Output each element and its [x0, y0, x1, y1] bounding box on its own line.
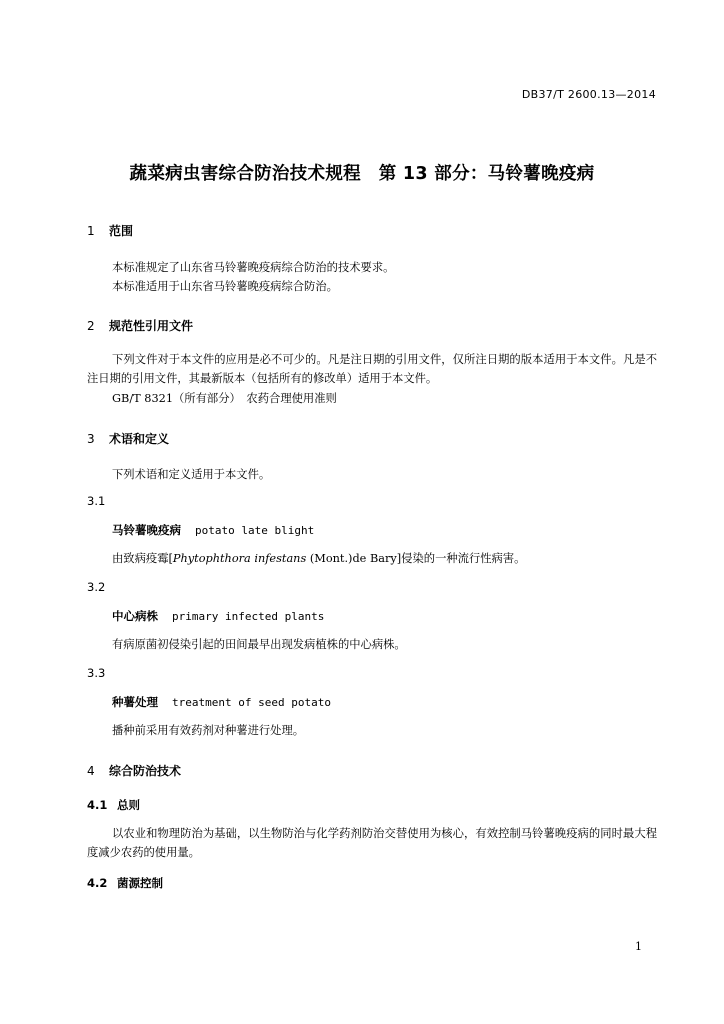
- term-english: potato late blight: [195, 524, 315, 537]
- page-number: 1: [635, 940, 642, 953]
- term-3-3-definition: 播种前采用有效药剂对种薯进行处理。: [112, 724, 305, 737]
- term-chinese: 中心病株: [112, 609, 158, 623]
- term-3-3-number: 3.3: [87, 666, 106, 680]
- term-3-2: [112, 608, 324, 624]
- section-title: 范围: [109, 224, 134, 238]
- section-title: 术语和定义: [109, 432, 170, 446]
- subsection-4-1-paragraph: 以农业和物理防治为基础，以生物防治与化学药剂防治交替使用为核心，有效控制马铃薯晚疫病的同时最大程度减少农药的使用量。: [87, 827, 657, 859]
- section-3-heading: [87, 430, 169, 447]
- term-3-1-definition: [112, 550, 525, 566]
- section-3-intro: 下列术语和定义适用于本文件。: [112, 468, 271, 481]
- subsection-number: 4.1: [87, 798, 108, 812]
- term-chinese: 种薯处理: [112, 695, 158, 709]
- term-3-1: [112, 522, 314, 538]
- section-4-heading: [87, 762, 181, 779]
- subsection-number: 4.2: [87, 876, 108, 890]
- section-2-heading: [87, 317, 193, 334]
- definition-text: 由致病疫霉[: [112, 552, 173, 565]
- section-number: 2: [87, 319, 95, 333]
- term-chinese: 马铃薯晚疫病: [112, 523, 181, 537]
- term-3-2-definition: 有病原菌初侵染引起的田间最早出现发病植株的中心病株。: [112, 638, 406, 651]
- subsection-4-2-heading: [87, 875, 163, 891]
- term-english: primary infected plants: [172, 610, 325, 623]
- section-title: 规范性引用文件: [109, 319, 194, 333]
- normative-reference: GB/T 8321（所有部分） 农药合理使用准则: [112, 392, 337, 405]
- subsection-title: 菌源控制: [117, 876, 163, 890]
- section-number: 3: [87, 432, 95, 446]
- term-english: treatment of seed potato: [172, 696, 331, 709]
- subsection-title: 总则: [117, 798, 140, 812]
- section-2-paragraph: 下列文件对于本文件的应用是必不可少的。凡是注日期的引用文件，仅所注日期的版本适用于本文件。凡是不注日期的引用文件，其最新版本（包括所有的修改单）适用于本文件。: [87, 353, 657, 385]
- document-title: 蔬菜病虫害综合防治技术规程 第 13 部分：马铃薯晚疫病: [129, 164, 595, 184]
- term-3-1-number: 3.1: [87, 494, 106, 508]
- section-number: 1: [87, 224, 95, 238]
- section-title: 综合防治技术: [109, 764, 182, 778]
- term-3-2-number: 3.2: [87, 580, 106, 594]
- scientific-name: Phytophthora infestans: [172, 552, 307, 565]
- standard-code: DB37/T 2600.13—2014: [521, 88, 656, 101]
- section-1-line-1: 本标准规定了山东省马铃薯晚疫病综合防治的技术要求。: [112, 261, 395, 274]
- subsection-4-1-heading: [87, 797, 140, 813]
- term-3-3: [112, 694, 331, 710]
- definition-text: (Mont.)de Bary]侵染的一种流行性病害。: [306, 552, 526, 565]
- section-number: 4: [87, 764, 95, 778]
- section-1-line-2: 本标准适用于山东省马铃薯晚疫病综合防治。: [112, 280, 338, 293]
- section-1-heading: [87, 222, 133, 239]
